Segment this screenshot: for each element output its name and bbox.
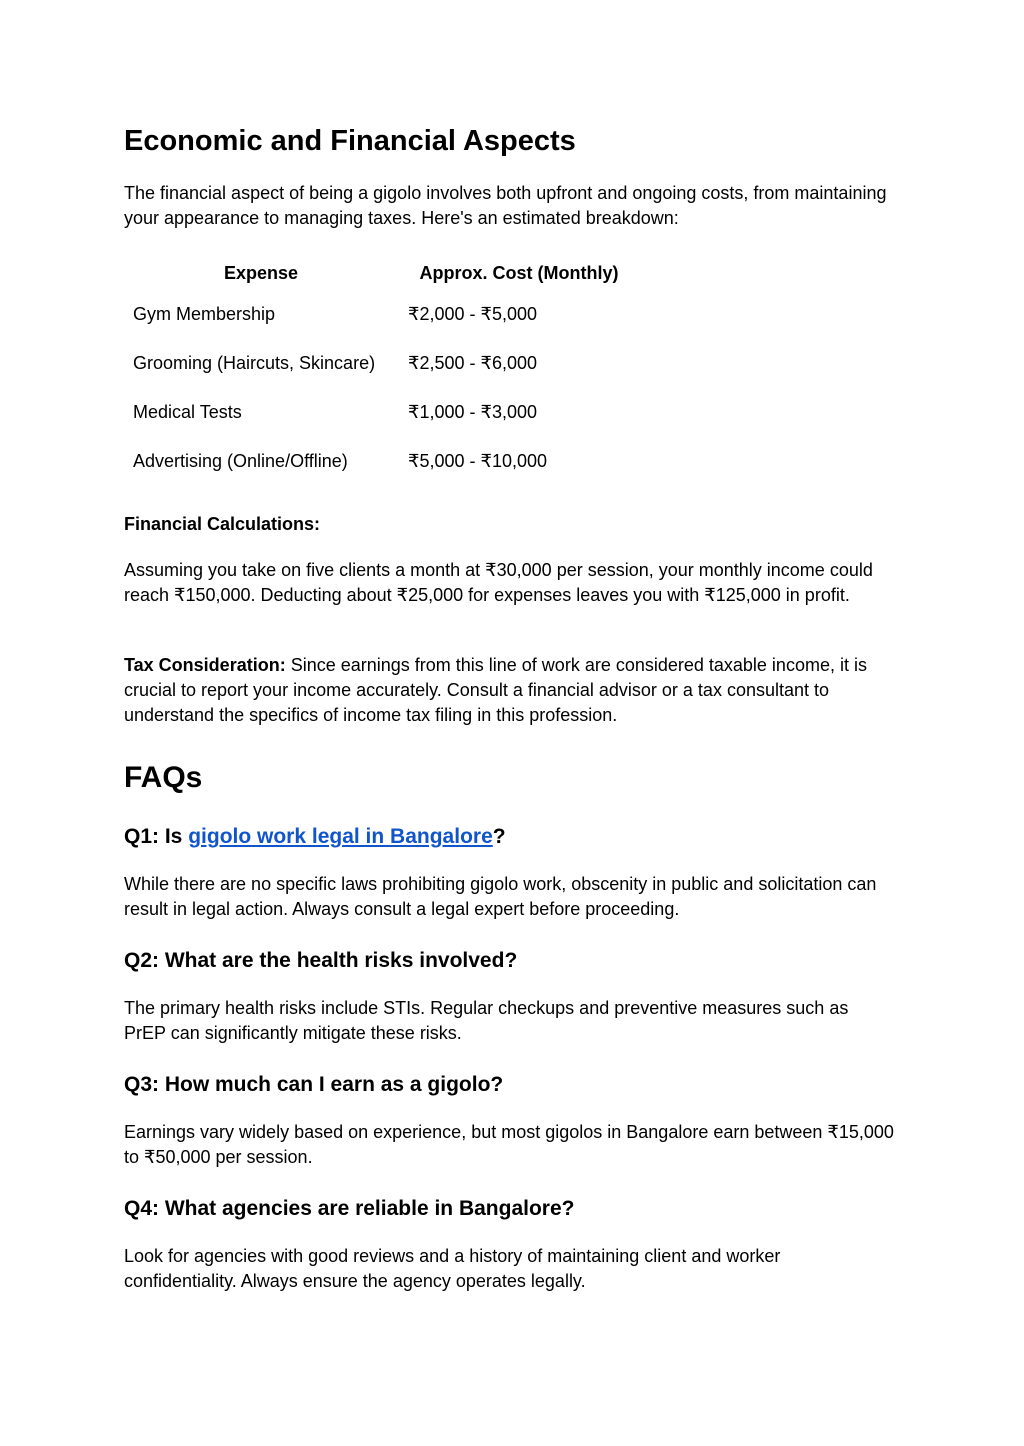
faq-question-3: Q3: How much can I earn as a gigolo? <box>124 1073 504 1096</box>
tax-paragraph <box>124 653 894 728</box>
table-cell-cost: ₹1,000 - ₹3,000 <box>408 402 537 422</box>
faq-question-1-prefix: Q1: Is <box>124 825 189 848</box>
table-cell-cost: ₹5,000 - ₹10,000 <box>408 451 547 471</box>
tax-body: Since earnings from this line of work are considered taxable income, it is crucial to report your income accurately. Consult a financial advisor or a tax consultant to understand the specifics of income tax filing in this profession. <box>124 655 867 725</box>
faq-answer-4: Look for agencies with good reviews and a history of maintaining client and worker confidentiality. Always ensure the agency operates legally. <box>124 1246 781 1291</box>
table-header-expense: Expense <box>223 262 299 283</box>
gigolo-legal-link[interactable]: gigolo work legal in Bangalore <box>188 825 493 848</box>
financial-calculations-heading: Financial Calculations: <box>124 514 321 534</box>
table-header-row <box>124 256 640 290</box>
table-header-cost: Approx. Cost (Monthly) <box>419 262 619 283</box>
expense-table <box>124 256 640 486</box>
table-cell-cost: ₹2,500 - ₹6,000 <box>408 353 537 373</box>
table-row <box>124 388 640 437</box>
table-cell-expense: Medical Tests <box>133 402 242 422</box>
table-cell-expense: Gym Membership <box>133 304 276 324</box>
faq-question-4: Q4: What agencies are reliable in Bangalore? <box>124 1197 575 1220</box>
faq-question-2: Q2: What are the health risks involved? <box>124 949 518 972</box>
tax-label: Tax Consideration: <box>124 655 286 675</box>
faq-answer-2: The primary health risks include STIs. Regular checkups and preventive measures such as PrEP can significantly mitigate these risks. <box>124 998 849 1043</box>
faq-question-1-suffix: ? <box>492 825 506 848</box>
table-row <box>124 290 640 339</box>
table-cell-expense: Grooming (Haircuts, Skincare) <box>133 353 376 373</box>
financial-calculations-paragraph: Assuming you take on five clients a month at ₹30,000 per session, your monthly income could reach ₹150,000. Deducting about ₹25,000 for expenses leaves you with ₹125,000 in profit. <box>124 560 873 605</box>
table-cell-cost: ₹2,000 - ₹5,000 <box>408 304 537 324</box>
table-cell-expense: Advertising (Online/Offline) <box>133 451 348 471</box>
intro-paragraph: The financial aspect of being a gigolo involves both upfront and ongoing costs, from maintaining your appearance to managing taxes. Here's an estimated breakdown: <box>124 183 887 228</box>
section-heading-economic: Economic and Financial Aspects <box>124 125 576 157</box>
faq-heading: FAQs <box>124 761 203 794</box>
table-row <box>124 339 640 388</box>
faq-question-1 <box>124 823 506 851</box>
table-row <box>124 437 640 486</box>
faq-answer-1: While there are no specific laws prohibiting gigolo work, obscenity in public and solicitation can result in legal action. Always consult a legal expert before proceeding. <box>124 874 877 919</box>
faq-answer-3: Earnings vary widely based on experience, but most gigolos in Bangalore earn between ₹15,000 to ₹50,000 per session. <box>124 1122 894 1167</box>
